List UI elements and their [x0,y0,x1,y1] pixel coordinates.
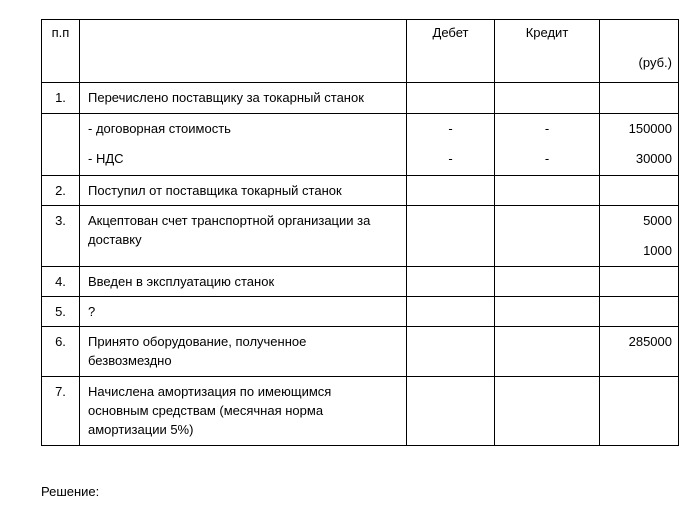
row-desc: Начислена амортизация по имеющимся основным средствам (месячная норма амортизации 5%) [80,377,407,446]
row-credit [495,176,600,206]
row-debit [407,83,495,114]
row-credit [495,377,600,446]
row-amount [600,267,679,297]
table-header-row [42,20,679,83]
header-amount: (руб.) [600,20,679,83]
row-debit: - - [407,114,495,176]
table-row [42,297,679,327]
row-credit [495,206,600,267]
row-desc: Поступил от поставщика токарный станок [80,176,407,206]
solution-label: Решение: [41,484,100,499]
table-row [42,83,679,114]
row-num: 5. [42,297,80,327]
row-desc: ? [80,297,407,327]
row-amount [600,83,679,114]
header-num: п.п [42,20,80,83]
header-credit: Кредит [495,20,600,83]
row-amount: 285000 [600,327,679,377]
row-desc: Акцептован счет транспортной организации за доставку [80,206,407,267]
table-row [42,114,679,176]
row-credit [495,267,600,297]
row-amount [600,297,679,327]
row-credit [495,297,600,327]
header-desc [80,20,407,83]
row-num: 7. [42,377,80,446]
row-amount [600,377,679,446]
table-row [42,377,679,446]
table-row [42,176,679,206]
sub-item-vat: - НДС [88,151,124,166]
row-num: 4. [42,267,80,297]
table-row [42,206,679,267]
row-desc [80,114,407,176]
accounting-table [41,19,679,446]
row-debit [407,327,495,377]
row-desc: Перечислено поставщику за токарный станок [80,83,407,114]
row-credit [495,83,600,114]
row-credit [495,327,600,377]
row-debit [407,377,495,446]
table-row [42,267,679,297]
row-amount: 150000 30000 [600,114,679,176]
row-num: 3. [42,206,80,267]
sub-item-contract: - договорная стоимость [88,121,231,136]
row-desc: Введен в эксплуатацию станок [80,267,407,297]
table-row [42,327,679,377]
row-debit [407,176,495,206]
row-amount [600,176,679,206]
row-num: 2. [42,176,80,206]
row-desc: Принято оборудование, полученное безвозмездно [80,327,407,377]
row-debit [407,206,495,267]
header-debit: Дебет [407,20,495,83]
row-num: 1. [42,83,80,114]
row-debit [407,267,495,297]
row-num: 6. [42,327,80,377]
row-amount: 5000 1000 [600,206,679,267]
row-debit [407,297,495,327]
row-credit: - - [495,114,600,176]
row-num [42,114,80,176]
